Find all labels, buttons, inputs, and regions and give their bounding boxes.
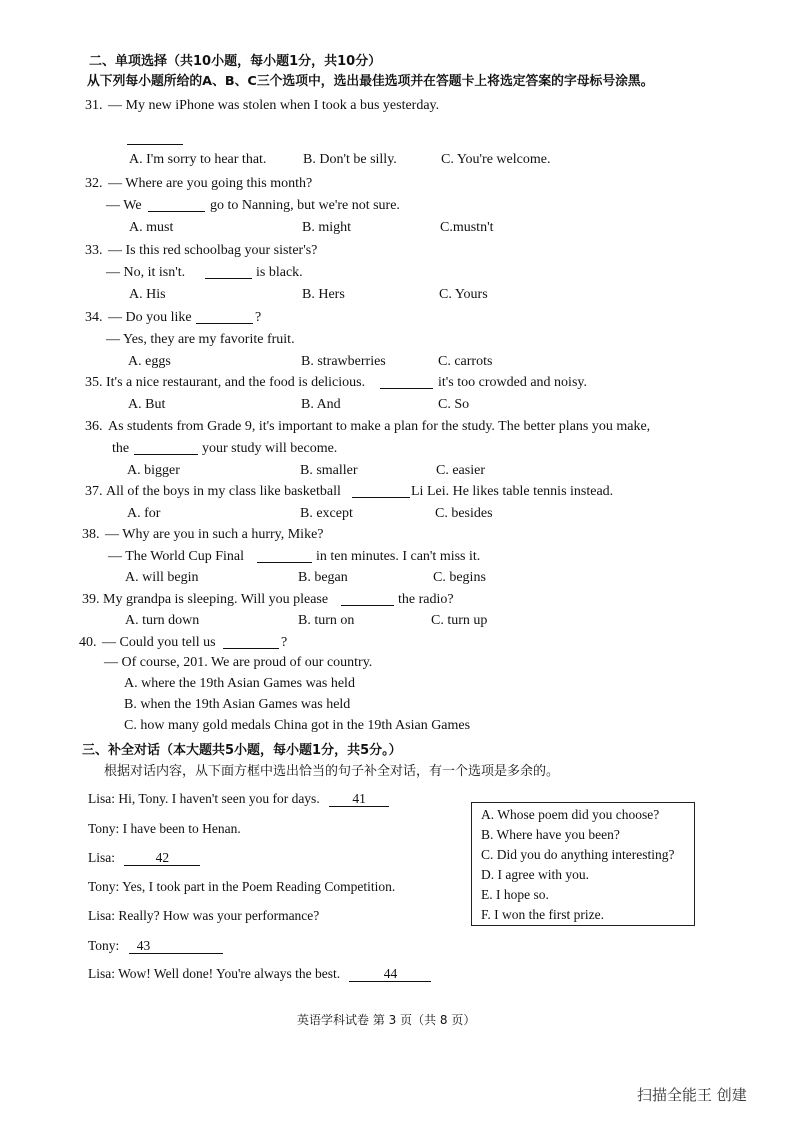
section-2-instruction: 从下列每小题所给的A、B、C三个选项中，选出最佳选项并在答题卡上将选定答案的字母标号涂黑。 <box>87 74 654 89</box>
question-number: 31. <box>85 98 103 113</box>
dialogue-line <box>88 850 200 866</box>
choice-b: B. Where have you been? <box>481 827 620 842</box>
option-a: A. But <box>128 397 166 412</box>
option-a: A. will begin <box>125 570 199 585</box>
option-a: A. His <box>129 287 166 302</box>
choice-c: C. Did you do anything interesting? <box>481 847 675 862</box>
question-line: — Of course, 201. We are proud of our country. <box>104 655 373 670</box>
option-c: C. easier <box>436 463 485 478</box>
question-line: — No, it isn't. <box>106 265 186 280</box>
option-c: C.mustn't <box>440 220 494 235</box>
option-b: B. smaller <box>300 463 358 478</box>
answer-blank <box>196 311 253 324</box>
question-stem-end: Li Lei. He likes table tennis instead. <box>411 484 614 499</box>
dialogue-line <box>88 938 223 954</box>
option-c: C. turn up <box>431 613 488 628</box>
answer-blank <box>257 550 312 563</box>
option-b: B. And <box>301 397 341 412</box>
dialogue-text: Lisa: Wow! Well done! You're always the best. <box>88 966 341 981</box>
question-line: — We <box>106 198 142 213</box>
question-line: — Yes, they are my favorite fruit. <box>106 332 295 347</box>
answer-blank <box>352 485 410 498</box>
answer-blank <box>205 266 252 279</box>
question-number: 38. <box>82 527 100 542</box>
option-b: B. Don't be silly. <box>303 152 397 167</box>
question-stem: All of the boys in my class like basketball <box>106 484 341 499</box>
question-stem-end: ? <box>255 310 262 325</box>
option-b: B. strawberries <box>301 354 386 369</box>
answer-blank <box>148 199 205 212</box>
question-stem-end: the radio? <box>398 592 454 607</box>
option-c: C. So <box>438 397 470 412</box>
dialogue-text: Tony: <box>88 938 120 953</box>
choice-a: A. Whose poem did you choose? <box>481 807 660 822</box>
choice-d: D. I agree with you. <box>481 867 589 882</box>
question-stem: — My new iPhone was stolen when I took a bus yesterday. <box>108 98 440 113</box>
question-line-end: your study will become. <box>202 441 338 456</box>
option-c: C. carrots <box>438 354 493 369</box>
dialogue-blank-42: 42 <box>124 851 200 866</box>
dialogue-text: Lisa: Hi, Tony. I haven't seen you for days. <box>88 791 320 806</box>
option-a: A. eggs <box>128 354 171 369</box>
option-b: B. when the 19th Asian Games was held <box>124 697 351 712</box>
question-stem: It's a nice restaurant, and the food is delicious. <box>106 375 366 390</box>
section-3-title: 三、补全对话（本大题共5小题，每小题1分，共5分。） <box>82 743 402 758</box>
choice-f: F. I won the first prize. <box>481 907 605 922</box>
question-line-end: go to Nanning, but we're not sure. <box>210 198 400 213</box>
question-stem: — Why are you in such a hurry, Mike? <box>105 527 324 542</box>
section-3-instruction: 根据对话内容，从下面方框中选出恰当的句子补全对话，有一个选项是多余的。 <box>104 764 560 779</box>
question-number: 34. <box>85 310 103 325</box>
option-c: C. how many gold medals China got in the 19th Asian Games <box>124 718 471 733</box>
answer-blank <box>223 636 279 649</box>
dialogue-line: Lisa: Really? How was your performance? <box>88 908 320 923</box>
option-a: A. bigger <box>127 463 180 478</box>
option-b: B. turn on <box>298 613 355 628</box>
answer-blank <box>380 376 433 389</box>
option-b: B. began <box>298 570 348 585</box>
question-stem: — Do you like <box>108 310 192 325</box>
option-b: B. except <box>300 506 353 521</box>
question-stem: — Where are you going this month? <box>108 176 313 191</box>
question-number: 35. <box>85 375 103 390</box>
option-a: A. where the 19th Asian Games was held <box>124 676 355 691</box>
question-stem: — Is this red schoolbag your sister's? <box>108 243 318 258</box>
choice-e: E. I hope so. <box>481 887 549 902</box>
page-footer: 英语学科试卷 第 3 页（共 8 页） <box>297 1013 476 1027</box>
option-c: C. Yours <box>439 287 488 302</box>
question-number: 36. <box>85 419 103 434</box>
option-c: C. besides <box>435 506 493 521</box>
answer-blank <box>127 132 183 145</box>
question-stem: My grandpa is sleeping. Will you please <box>103 592 329 607</box>
option-c: C. begins <box>433 570 486 585</box>
option-b: B. might <box>302 220 352 235</box>
question-stem-end: it's too crowded and noisy. <box>438 375 587 390</box>
option-b: B. Hers <box>302 287 345 302</box>
dialogue-line <box>88 791 389 807</box>
answer-blank <box>341 593 394 606</box>
question-number: 40. <box>79 635 97 650</box>
dialogue-line <box>88 966 431 982</box>
question-line-end: is black. <box>256 265 303 280</box>
dialogue-blank-41: 41 <box>329 792 389 807</box>
question-number: 37. <box>85 484 103 499</box>
dialogue-line: Tony: Yes, I took part in the Poem Reading Competition. <box>88 879 396 894</box>
question-number: 32. <box>85 176 103 191</box>
option-a: A. turn down <box>125 613 200 628</box>
option-a: A. I'm sorry to hear that. <box>129 152 267 167</box>
dialogue-blank-44: 44 <box>349 967 431 982</box>
question-line: — The World Cup Final <box>108 549 245 564</box>
question-line-end: in ten minutes. I can't miss it. <box>316 549 481 564</box>
answer-blank <box>134 442 198 455</box>
dialogue-blank-43: 43 <box>129 939 223 954</box>
question-stem-end: ? <box>281 635 288 650</box>
choices-box <box>471 802 695 926</box>
question-stem: As students from Grade 9, it's important to make a plan for the study. The better plans you make, <box>108 419 651 434</box>
dialogue-text: Lisa: <box>88 850 115 865</box>
dialogue-line: Tony: I have been to Henan. <box>88 821 241 836</box>
option-a: A. must <box>129 220 174 235</box>
question-line: the <box>112 441 130 456</box>
question-stem: — Could you tell us <box>102 635 216 650</box>
question-number: 33. <box>85 243 103 258</box>
question-number: 39. <box>82 592 100 607</box>
option-a: A. for <box>127 506 161 521</box>
option-c: C. You're welcome. <box>441 152 551 167</box>
scanner-watermark: 扫描全能王 创建 <box>637 1086 747 1104</box>
section-2-title: 二、单项选择（共10小题，每小题1分，共10分） <box>89 54 382 69</box>
